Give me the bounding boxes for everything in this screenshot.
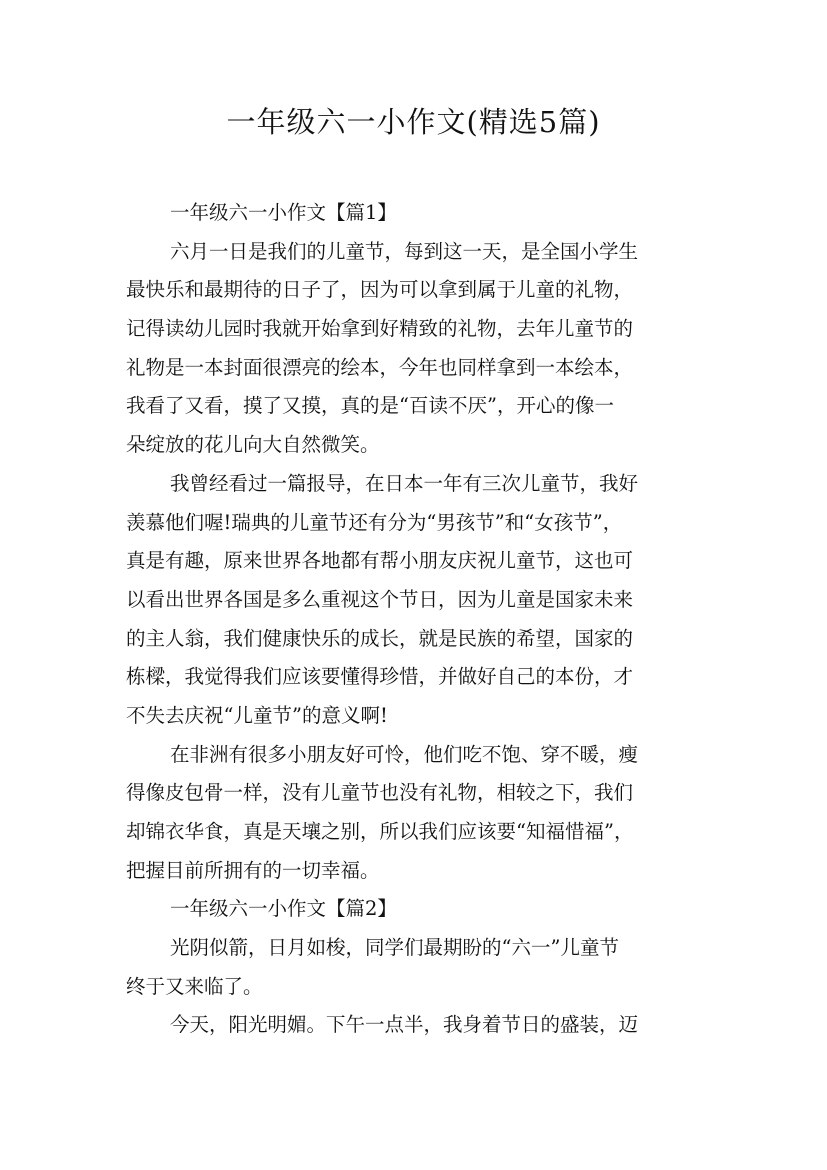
paragraph-line: 羡慕他们喔!瑞典的儿童节还有分为“男孩节”和“女孩节”， xyxy=(126,510,623,534)
paragraph-line: 不失去庆祝“儿童节”的意义啊! xyxy=(126,703,388,727)
paragraph-line: 礼物是一本封面很漂亮的绘本，今年也同样拿到一本绘本， xyxy=(126,355,634,379)
document-body xyxy=(126,194,706,1045)
paragraph-line: 朵绽放的花儿向大自然微笑。 xyxy=(126,433,380,457)
section-heading-1: 一年级六一小作文【篇1】 xyxy=(170,201,397,224)
paragraph-line: 光阴似箭，日月如梭，同学们最期盼的“六一”儿童节 xyxy=(170,936,619,960)
paragraph-line: 真是有趣，原来世界各地都有帮小朋友庆祝儿童节，这也可 xyxy=(126,549,634,573)
paragraph-line: 在非洲有很多小朋友好可怜，他们吃不饱、穿不暖，瘦 xyxy=(170,742,639,766)
paragraph-line: 终于又来临了。 xyxy=(126,974,263,998)
paragraph-line: 栋樑，我觉得我们应该要懂得珍惜，并做好自己的本份，才 xyxy=(126,665,634,689)
paragraph-line: 我曾经看过一篇报导，在日本一年有三次儿童节，我好 xyxy=(170,471,639,495)
section-heading-2: 一年级六一小作文【篇2】 xyxy=(170,897,397,921)
paragraph-line: 我看了又看，摸了又摸，真的是“百读不厌”，开心的像一 xyxy=(126,394,614,418)
paragraph-line: 以看出世界各国是多么重视这个节日，因为儿童是国家未来 xyxy=(126,587,634,611)
paragraph-line: 今天，阳光明媚。下午一点半，我身着节日的盛装，迈 xyxy=(170,1013,639,1037)
paragraph-line: 六月一日是我们的儿童节，每到这一天，是全国小学生 xyxy=(170,239,639,263)
document-title: 一年级六一小作文(精选5篇) xyxy=(226,105,601,139)
paragraph-line: 得像皮包骨一样，没有儿童节也没有礼物，相较之下，我们 xyxy=(126,781,634,805)
paragraph-line: 把握目前所拥有的一切幸福。 xyxy=(126,858,380,882)
paragraph-line: 的主人翁，我们健康快乐的成长，就是民族的希望，国家的 xyxy=(126,626,634,650)
paragraph-line: 却锦衣华食，真是天壤之别，所以我们应该要“知福惜福”， xyxy=(126,820,634,843)
paragraph-line: 记得读幼儿园时我就开始拿到好精致的礼物，去年儿童节的 xyxy=(126,317,634,341)
paragraph-line: 最快乐和最期待的日子了，因为可以拿到属于儿童的礼物， xyxy=(126,278,634,302)
